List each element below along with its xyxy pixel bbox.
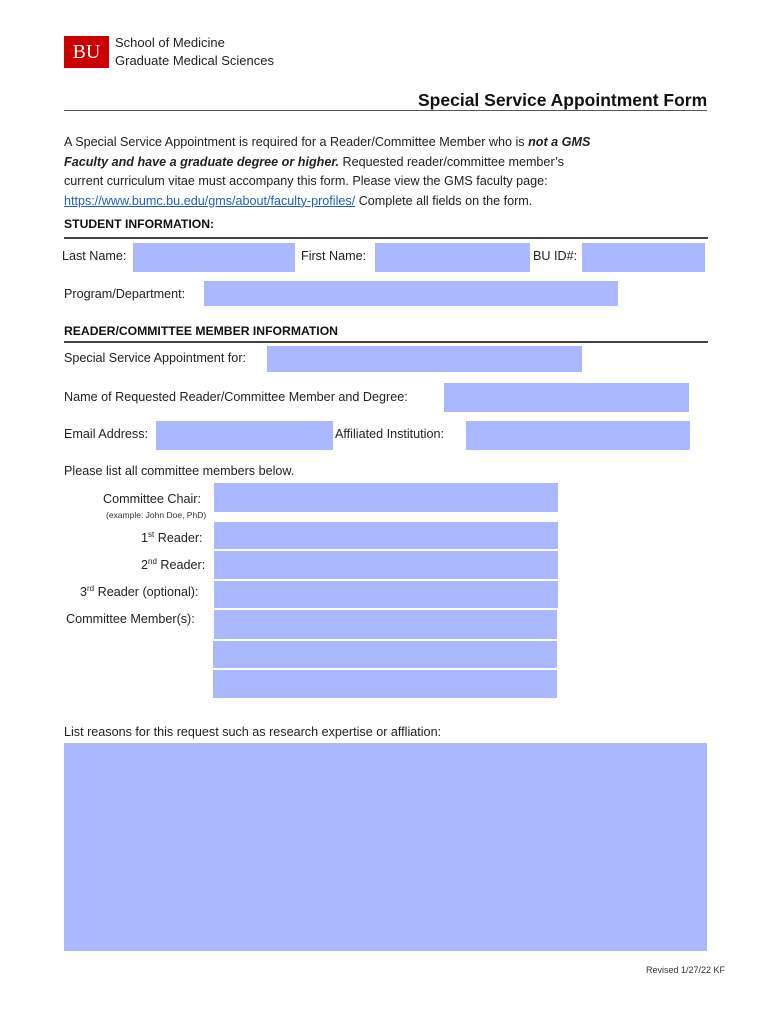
- appointment-for-label: Special Service Appointment for:: [64, 351, 247, 365]
- reader-2-text: Reader:: [156, 558, 206, 573]
- reasons-label: List reasons for this request such as research expertise or affliation:: [64, 725, 442, 739]
- institution-label: Affiliated Institution:: [335, 427, 444, 441]
- reader-3-field[interactable]: [214, 581, 558, 608]
- first-name-field[interactable]: [375, 243, 530, 272]
- reader-3-sup: rd: [87, 584, 95, 593]
- faculty-profiles-link[interactable]: https://www.bumc.bu.edu/gms/about/faculty-profiles/: [64, 193, 356, 208]
- reader-3-label: [80, 584, 198, 599]
- school-line-2: Graduate Medical Sciences: [115, 53, 274, 68]
- reader-info-heading: READER/COMMITTEE MEMBER INFORMATION: [64, 324, 338, 338]
- title-divider: [64, 110, 707, 111]
- student-info-heading: STUDENT INFORMATION:: [64, 217, 215, 231]
- revised-note: Revised 1/27/22 KF: [646, 965, 726, 975]
- name-degree-label: Name of Requested Reader/Committee Member and Degree:: [64, 390, 408, 404]
- committee-intro: Please list all committee members below.: [64, 464, 295, 478]
- intro-text-1: A Special Service Appointment is required for a Reader/Committee Member who is: [64, 135, 529, 149]
- intro-text-3: current curriculum vitae must accompany this form. Please view the GMS faculty page:: [64, 174, 548, 189]
- reader-2-field[interactable]: [214, 551, 558, 579]
- last-name-field[interactable]: [133, 243, 295, 272]
- reader-2-num: 2: [141, 558, 149, 573]
- bu-id-field[interactable]: [582, 243, 705, 272]
- bu-id-label: BU ID#:: [533, 249, 578, 263]
- institution-field[interactable]: [466, 421, 690, 450]
- reader-1-field[interactable]: [214, 522, 558, 549]
- bu-logo: BU: [64, 36, 109, 68]
- reader-3-num: 3: [80, 585, 88, 600]
- reader-2-sup: nd: [148, 557, 157, 566]
- committee-chair-example: (example: John Doe, PhD): [106, 510, 207, 520]
- reasons-textarea[interactable]: [64, 743, 707, 951]
- reader-info-divider: [64, 341, 708, 343]
- committee-member-field-2[interactable]: [213, 641, 557, 668]
- first-name-label: First Name:: [301, 249, 367, 263]
- program-label: Program/Department:: [64, 287, 186, 301]
- form-title: Special Service Appointment Form: [418, 90, 708, 110]
- reader-2-label: [141, 557, 205, 572]
- intro-bold-2: Faculty and have a graduate degree or higher.: [64, 154, 340, 169]
- intro-paragraph: [64, 133, 704, 211]
- reader-3-text: Reader (optional):: [94, 585, 199, 600]
- reader-1-sup: st: [148, 530, 155, 539]
- school-line-1: School of Medicine: [115, 35, 225, 50]
- student-info-divider: [64, 237, 708, 239]
- last-name-label: Last Name:: [62, 249, 127, 263]
- reader-1-label: [141, 530, 203, 545]
- reader-1-num: 1: [141, 531, 149, 546]
- email-field[interactable]: [156, 421, 333, 450]
- committee-chair-field[interactable]: [214, 483, 558, 512]
- program-field[interactable]: [204, 281, 618, 306]
- committee-members-label: Committee Member(s):: [66, 612, 195, 626]
- school-name: [115, 34, 274, 70]
- appointment-for-field[interactable]: [267, 346, 582, 372]
- intro-text-4: Complete all fields on the form.: [355, 193, 533, 208]
- committee-chair-label: Committee Chair:: [103, 492, 201, 506]
- reader-1-text: Reader:: [154, 531, 203, 546]
- committee-member-field-1[interactable]: [214, 610, 557, 639]
- email-label: Email Address:: [64, 427, 148, 441]
- committee-member-field-3[interactable]: [213, 670, 557, 698]
- intro-text-2: Requested reader/committee member’s: [339, 154, 564, 169]
- intro-bold-1: not a GMS: [528, 135, 591, 149]
- name-degree-field[interactable]: [444, 383, 689, 412]
